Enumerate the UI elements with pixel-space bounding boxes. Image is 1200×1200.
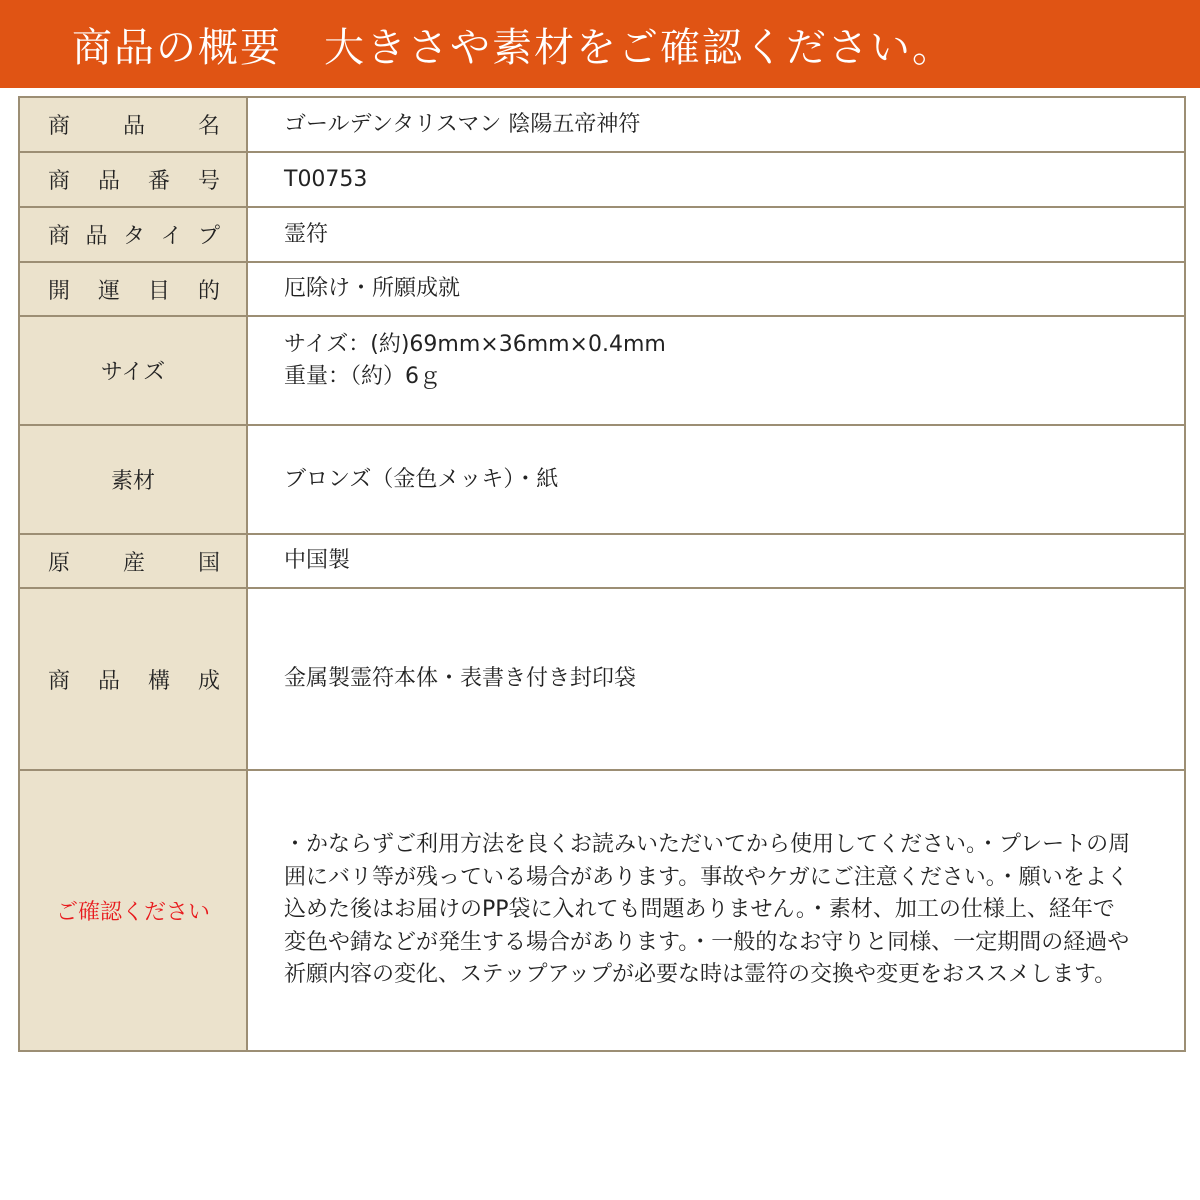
row-value-product-name: ゴールデンタリスマン 陰陽五帝神符 <box>247 97 1185 152</box>
row-label-purpose <box>19 262 247 316</box>
label-char: タ <box>122 224 145 249</box>
label-char: 成 <box>197 668 220 694</box>
table-row-notice <box>19 770 1185 1051</box>
label-char: 商 <box>48 224 71 249</box>
row-value-product-type: 霊符 <box>247 207 1185 262</box>
table-row-product-name <box>19 97 1185 152</box>
label-char: 商 <box>48 668 71 694</box>
label-char: 商 <box>48 169 71 194</box>
label-char: 号 <box>197 169 220 194</box>
label-char: 産 <box>122 550 145 576</box>
spacer <box>284 393 1144 413</box>
weight: 重量：（約）6ｇ <box>284 363 441 389</box>
table-row-purpose <box>19 262 1185 316</box>
row-label-origin <box>19 534 247 588</box>
label-char: 構 <box>147 668 170 694</box>
label-char: 開 <box>48 278 71 304</box>
table-row-product-number <box>19 152 1185 207</box>
row-label-notice: ご確認ください <box>19 770 247 1051</box>
label-char: 品 <box>85 224 108 249</box>
row-label-product-type <box>19 207 247 262</box>
label-char: 国 <box>197 550 220 576</box>
label-char: 品 <box>122 114 145 139</box>
row-label-contents <box>19 588 247 770</box>
label-char: 品 <box>97 668 120 694</box>
label-char: 品 <box>97 169 120 194</box>
label-char: 的 <box>197 278 220 304</box>
row-label-product-name <box>19 97 247 152</box>
table-row-contents <box>19 588 1185 770</box>
row-label-size: サイズ <box>19 316 247 425</box>
row-value-origin: 中国製 <box>247 534 1185 588</box>
label-char: 商 <box>48 114 71 139</box>
label-char: 名 <box>197 114 220 139</box>
table-row-origin <box>19 534 1185 588</box>
row-label-material: 素材 <box>19 425 247 534</box>
page-title: 商品の概要 大きさや素材をご確認ください。 <box>72 24 954 71</box>
label-char: 目 <box>147 278 170 304</box>
label-char: イ <box>160 224 183 249</box>
label-char: 番 <box>147 169 170 194</box>
row-value-product-number: T00753 <box>247 152 1185 207</box>
table-row-material <box>19 425 1185 534</box>
table-row-size <box>19 316 1185 425</box>
row-value-size <box>247 316 1185 425</box>
label-char: 運 <box>97 278 120 304</box>
table-row-product-type <box>19 207 1185 262</box>
row-value-contents: 金属製霊符本体・表書き付き封印袋 <box>247 588 1185 770</box>
row-label-product-number <box>19 152 247 207</box>
label-char: 原 <box>48 550 71 576</box>
row-value-purpose: 厄除け・所願成就 <box>247 262 1185 316</box>
row-value-material: ブロンズ（金色メッキ）・紙 <box>247 425 1185 534</box>
size-dimensions: サイズ：(約)69mm×36mm×0.4mm <box>284 331 666 357</box>
row-value-notice: ・かならずご利用方法を良くお読みいただいてから使用してください。・プレートの周囲にバリ等が残っている場合があります。事故やケガにご注意ください。・願いをよく込めた後はお届けのPP袋に入れても問題ありません。・素材、加工の仕様上、経年で変色や錆などが発生する場合があります。・一般的なお守りと同様、一定期間の経過や祈願内容の変化、ステップアップが必要な時は霊符の交換や変更をおススメします。 <box>247 770 1185 1051</box>
header-banner <box>0 0 1200 88</box>
product-spec-table <box>18 96 1186 1052</box>
label-char: プ <box>197 224 220 249</box>
